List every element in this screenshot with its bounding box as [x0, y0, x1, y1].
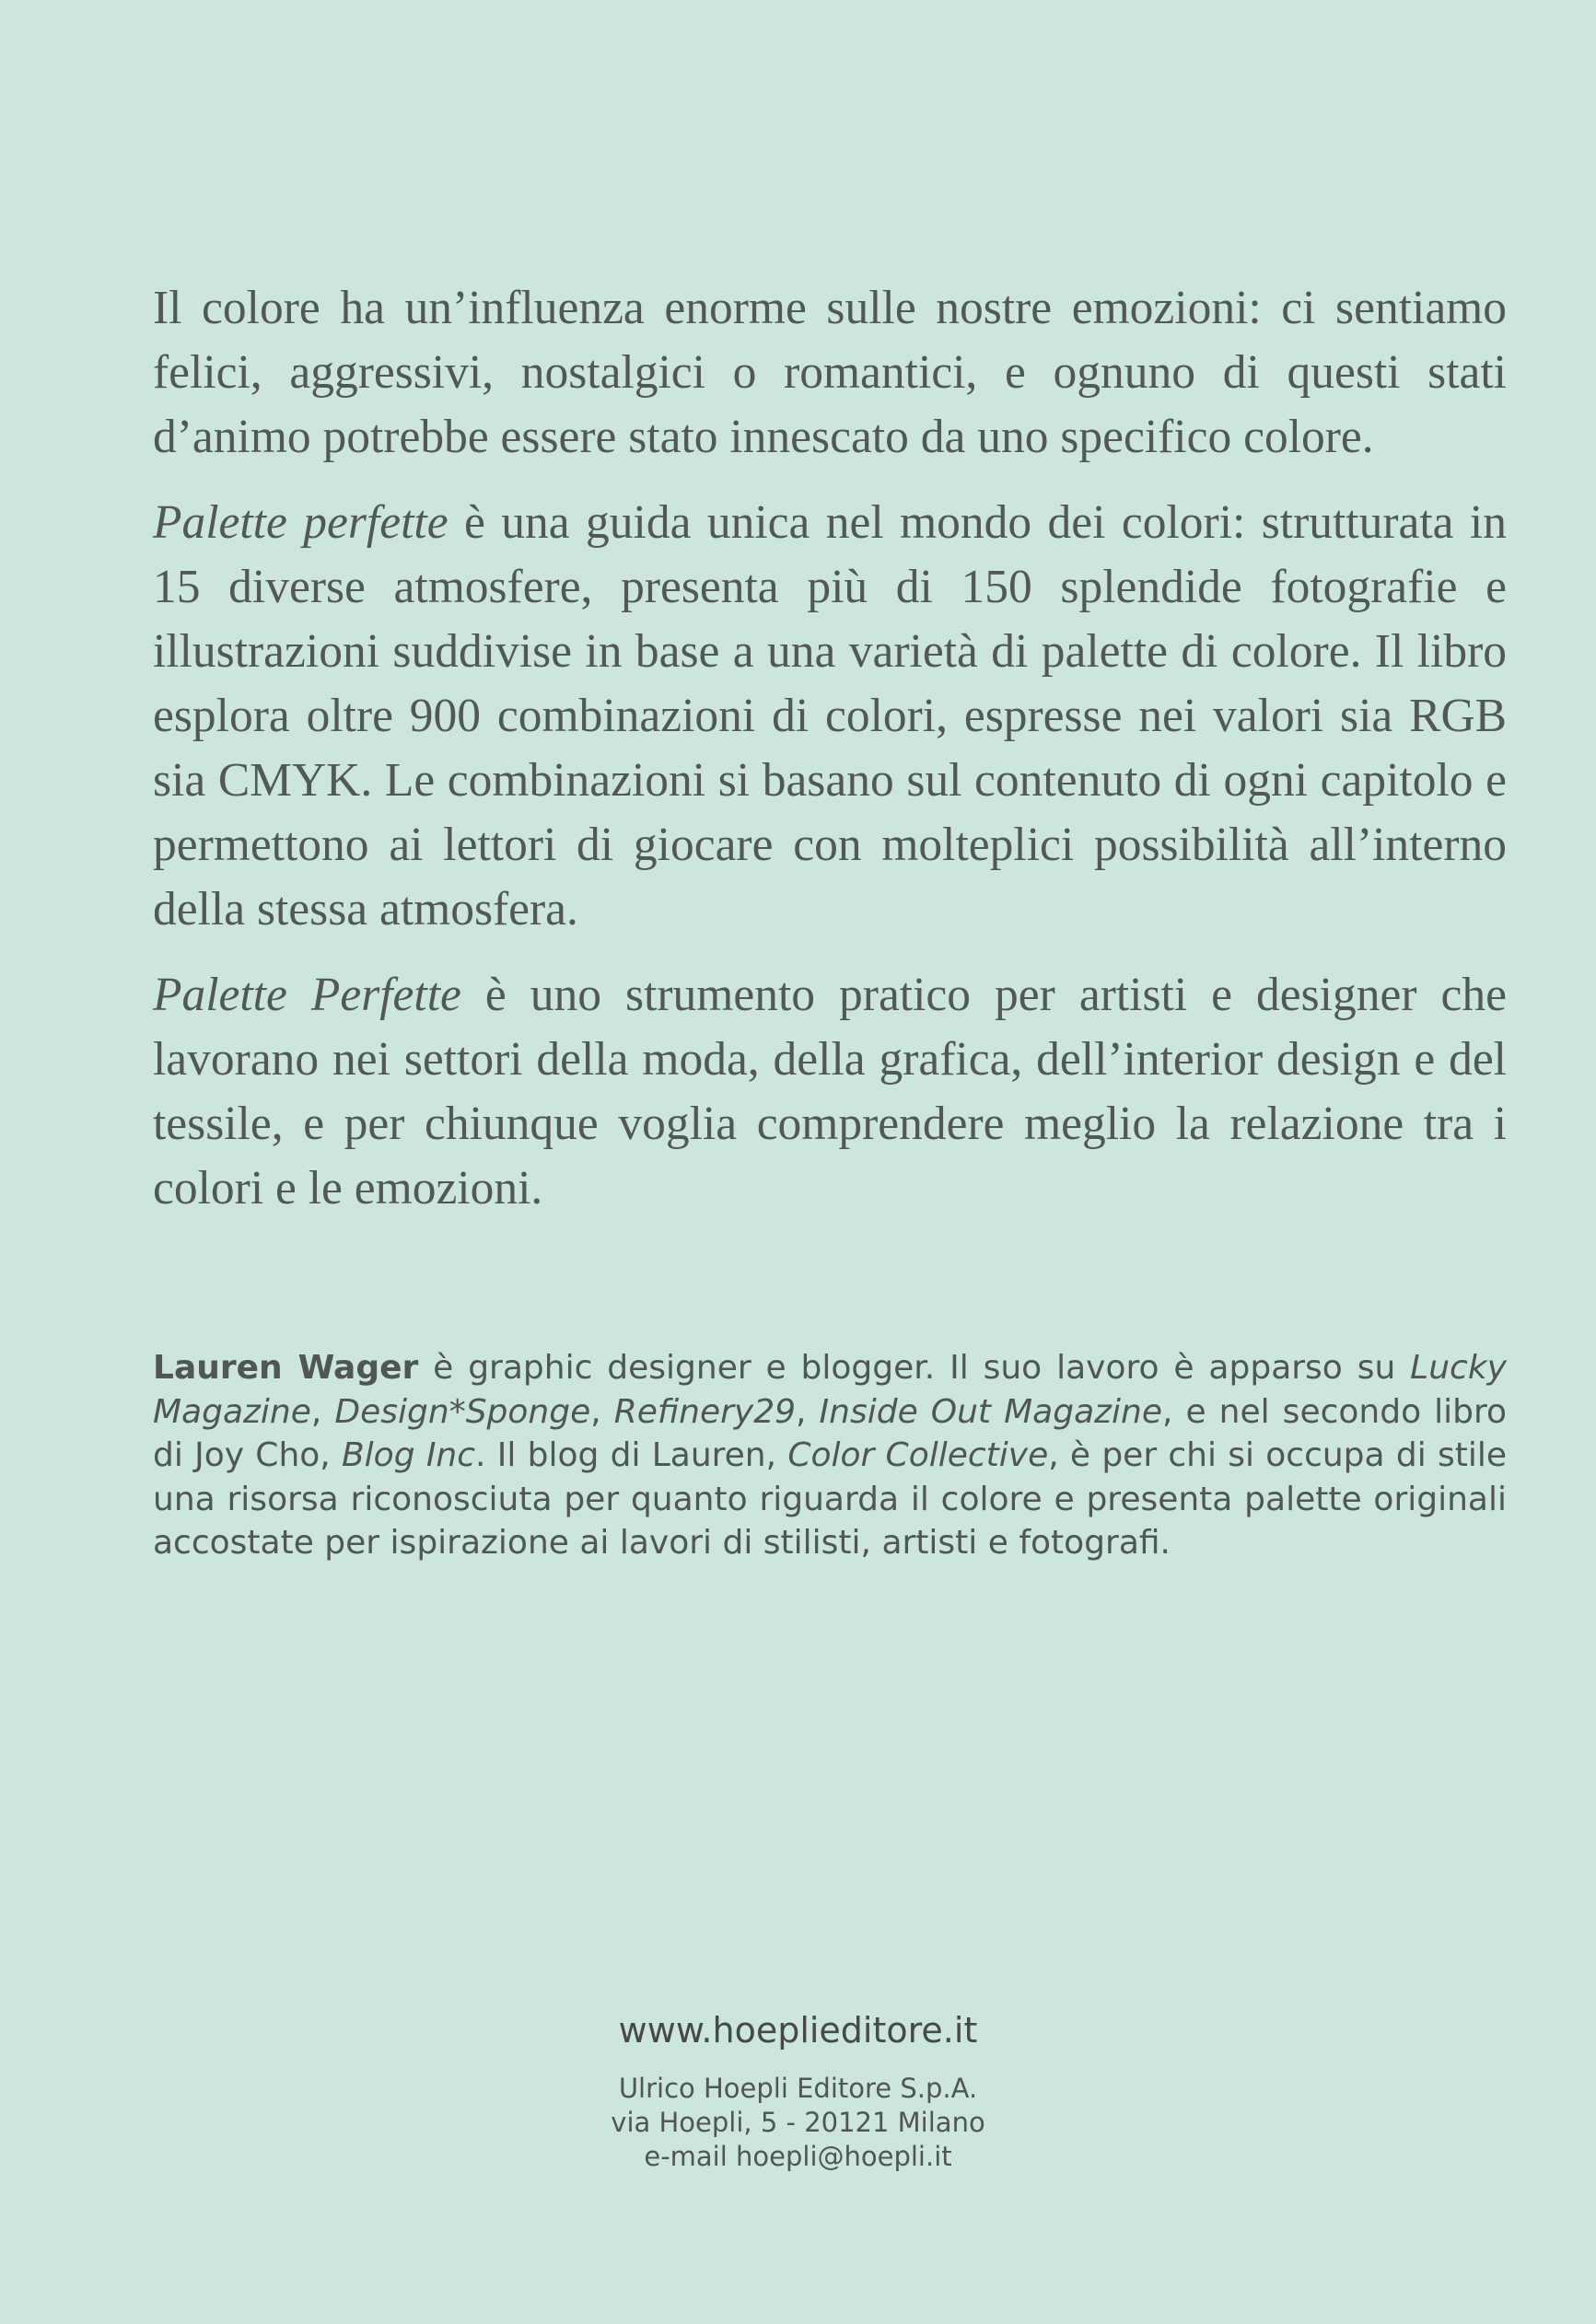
publisher-name: Ulrico Hoepli Editore S.p.A. [618, 2073, 978, 2104]
publication-name: Refinery29 [613, 1392, 797, 1431]
description-text: Il colore ha un’influenza enorme sulle nostre emozioni: ci sentiamo felici, aggressivi, nostalgici o romantici, e ognuno di questi stati d’animo potrebbe essere stato innescato da uno specifico colore. [153, 282, 1507, 463]
book-description [153, 276, 1507, 1242]
description-text: è uno strumento pratico per artisti e designer che lavorano nei settori della moda, della grafica, dell’interior design e del tessile, e per chiunque voglia comprendere meglio la relazione tra i colori e le emozioni. [153, 969, 1507, 1214]
publication-name: Inside Out Magazine [819, 1392, 1162, 1431]
bio-text: , [310, 1392, 335, 1431]
description-paragraph-1 [153, 276, 1507, 470]
book-title: Palette Perfette [153, 969, 461, 1021]
author-bio-paragraph [153, 1346, 1507, 1565]
description-paragraph-3 [153, 963, 1507, 1221]
bio-text: , e nel secondo libro di Joy Cho, [153, 1392, 1508, 1474]
bio-text: , è per chi si occupa di stile una risorsa riconosciuta per quanto riguarda il colore e presenta palette originali accostate per ispirazione ai lavori di stilisti, artisti e fotografi. [153, 1436, 1507, 1562]
author-bio [153, 1346, 1507, 1565]
publication-name: Design*Sponge [334, 1392, 591, 1431]
bio-text: , [796, 1392, 820, 1431]
publisher-address-block [0, 2072, 1596, 2174]
publisher-email[interactable]: e-mail hoepli@hoepli.it [644, 2141, 952, 2172]
bio-text: , [590, 1392, 614, 1431]
bio-text: . Il blog di Lauren, [475, 1436, 788, 1474]
description-paragraph-2 [153, 491, 1507, 942]
publication-name: Blog Inc [341, 1436, 476, 1474]
publisher-info [0, 2007, 1596, 2174]
book-title: Palette perfette [153, 496, 449, 549]
author-name: Lauren Wager [153, 1349, 419, 1387]
bio-text: è graphic designer e blogger. Il suo lavoro è apparso su [418, 1349, 1411, 1387]
blog-name: Color Collective [787, 1436, 1049, 1474]
description-text: è una guida unica nel mondo dei colori: strutturata in 15 diverse atmosfere, presenta più di 150 splendide fotografie e illustrazioni suddivise in base a una varietà di palette di colore. Il libro esplora oltre 900 combinazioni di colori, espresse nei valori sia RGB sia CMYK. Le combinazioni si basano sul contenuto di ogni capitolo e permettono ai lettori di giocare con molteplici possibilità all’interno della stessa atmosfera. [153, 496, 1507, 935]
publisher-website[interactable]: www.hoeplieditore.it [618, 2010, 978, 2051]
publisher-street-address: via Hoepli, 5 - 20121 Milano [611, 2107, 985, 2138]
publication-name: Lucky Magazine [153, 1349, 1507, 1431]
